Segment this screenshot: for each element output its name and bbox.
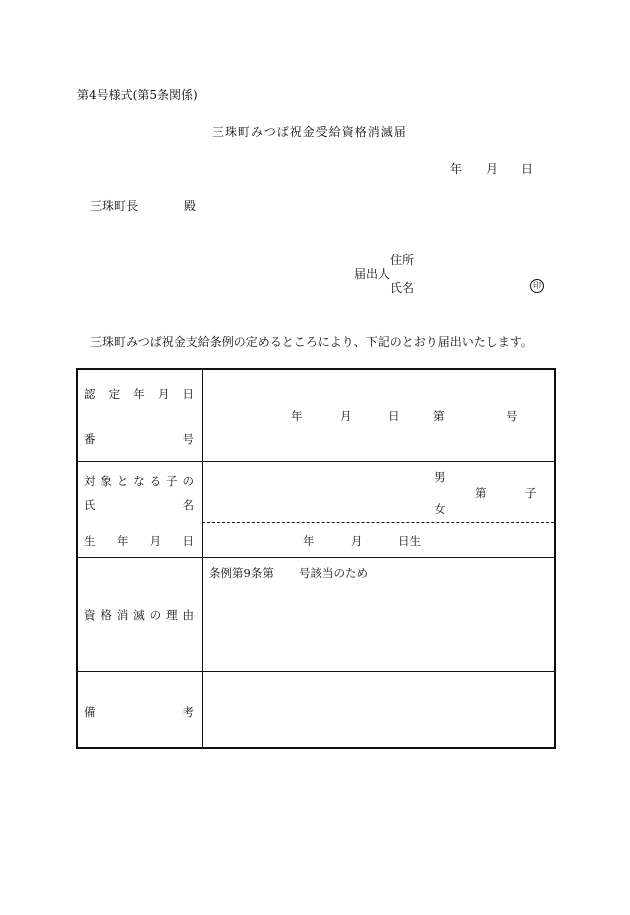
approval-month-label: 月 xyxy=(340,409,352,423)
date-month-label: 月 xyxy=(486,162,499,176)
applicant-role-label: 届出人 xyxy=(354,267,391,281)
label-birth-date: 生 年 月 日 xyxy=(84,534,194,548)
label-reason: 資 格 消 滅 の 理 由 xyxy=(84,608,194,622)
seal-icon: 印 xyxy=(530,279,544,293)
row-divider-1 xyxy=(78,461,554,462)
statement-text: 三珠町みつば祝金支給条例の定めるところにより、下記のとおり届出いたします。 xyxy=(90,335,533,349)
birth-month-label: 月 xyxy=(351,534,363,548)
label-column-divider xyxy=(202,370,203,747)
label-child-name-2: 氏 名 xyxy=(84,498,194,512)
label-approval-date: 認 定 年 月 日 xyxy=(84,387,194,401)
addressee-honorific: 殿 xyxy=(184,199,197,213)
label-child-name: 対 象 と な る 子 の xyxy=(84,474,194,488)
birth-day-label: 日生 xyxy=(398,534,421,548)
child-order-prefix: 第 xyxy=(475,486,487,500)
form-table xyxy=(76,368,556,749)
form-title: 三珠町みつば祝金受給資格消滅届 xyxy=(212,125,407,139)
birth-year-label: 年 xyxy=(303,534,315,548)
label-number: 番 号 xyxy=(84,432,194,446)
date-year-label: 年 xyxy=(450,162,463,176)
form-number: 第4号様式(第5条関係) xyxy=(77,88,198,102)
gender-female-option: 女 xyxy=(434,502,446,516)
approval-year-label: 年 xyxy=(291,409,303,423)
addressee-title: 三珠町長 xyxy=(90,199,139,213)
applicant-address-label: 住所 xyxy=(390,253,415,267)
date-day-label: 日 xyxy=(521,162,534,176)
reason-prefix-text: 条例第9条第 xyxy=(209,566,274,580)
child-order-suffix: 子 xyxy=(525,486,537,500)
row-divider-2 xyxy=(78,557,554,558)
reason-suffix-text: 号該当のため xyxy=(299,566,368,580)
number-suffix-label: 号 xyxy=(506,409,518,423)
row-divider-3 xyxy=(78,671,554,672)
row-divider-dashed xyxy=(202,522,554,523)
number-prefix-label: 第 xyxy=(433,409,445,423)
gender-male-option: 男 xyxy=(434,470,446,484)
label-remarks: 備 考 xyxy=(84,705,194,719)
approval-day-label: 日 xyxy=(388,409,400,423)
applicant-name-label: 氏名 xyxy=(390,281,415,295)
